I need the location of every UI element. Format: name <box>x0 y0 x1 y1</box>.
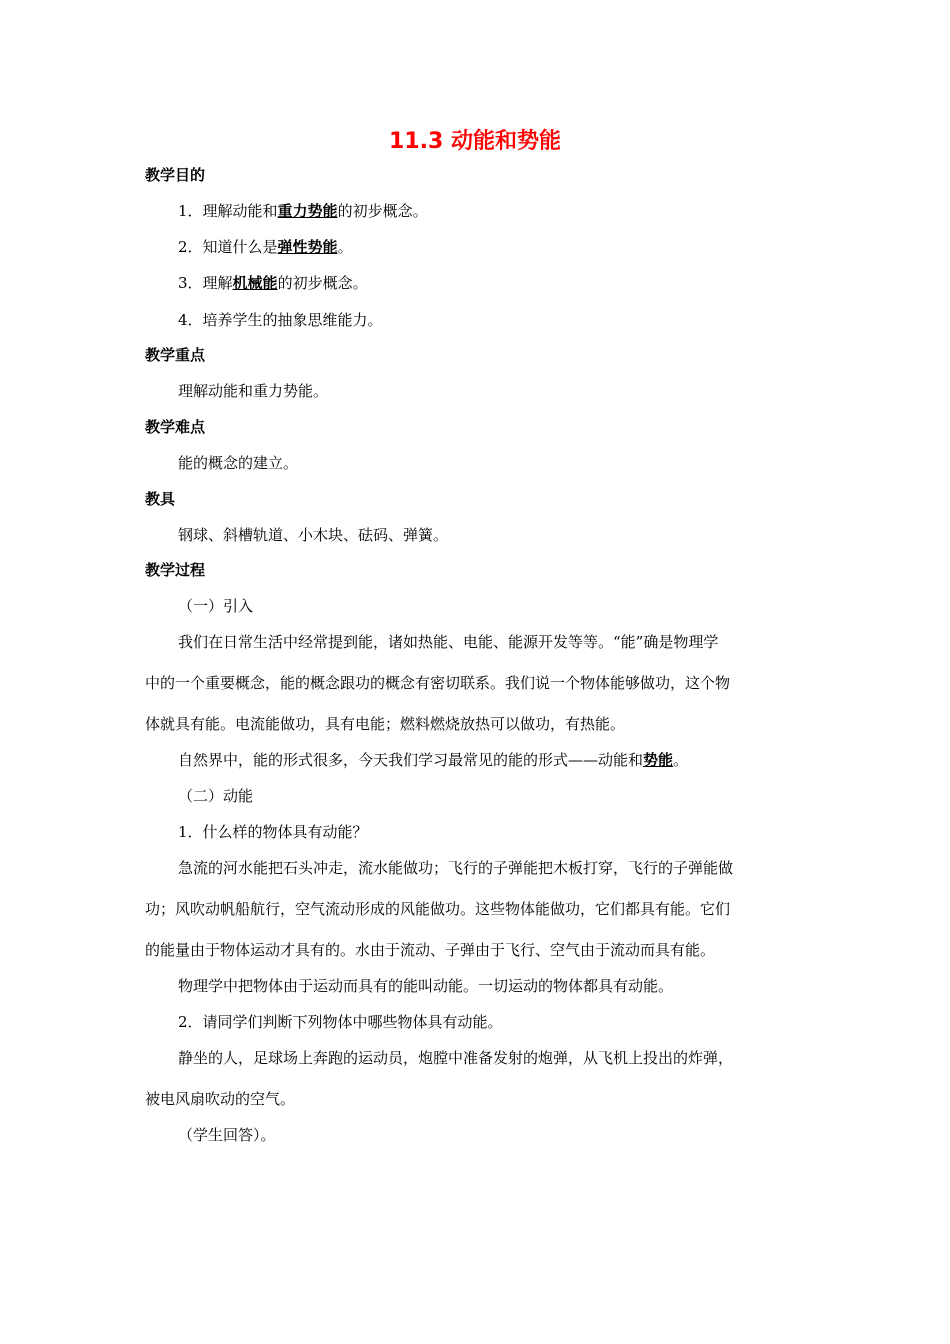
paragraph-line: 被电风扇吹动的空气。 <box>145 1090 296 1108</box>
keyword-link[interactable]: 机械能 <box>232 274 278 292</box>
heading-key-points: 教学重点 <box>145 346 206 364</box>
objective-item-4: 4．培养学生的抽象思维能力。 <box>178 311 383 329</box>
paragraph-line: 自然界中，能的形式很多，今天我们学习最常见的能的形式——动能和势能。 <box>178 751 689 769</box>
paragraph-line: （学生回答）。 <box>178 1126 276 1144</box>
keyword-link[interactable]: 弹性势能 <box>277 238 338 256</box>
paragraph-line: 急流的河水能把石头冲走，流水能做功；飞行的子弹能把木板打穿，飞行的子弹能做 <box>178 859 734 877</box>
paragraph-line: 功；风吹动帆船航行，空气流动形成的风能做功。这些物体能做功，它们都具有能。它们 <box>145 900 731 918</box>
paragraph-line: 中的一个重要概念，能的概念跟功的概念有密切联系。我们说一个物体能够做功，这个物 <box>145 674 731 692</box>
key-points-text: 理解动能和重力势能。 <box>178 382 329 400</box>
paragraph-line: 的能量由于物体运动才具有的。水由于流动、子弹由于飞行、空气由于流动而具有能。 <box>145 941 716 959</box>
question-2: 2．请同学们判断下列物体中哪些物体具有动能。 <box>178 1013 503 1031</box>
objective-item-1: 1．理解动能和重力势能的初步概念。 <box>178 202 428 220</box>
equipment-text: 钢球、斜槽轨道、小木块、砝码、弹簧。 <box>178 526 449 544</box>
paragraph-line: 体就具有能。电流能做功，具有电能；燃料燃烧放热可以做功，有热能。 <box>145 715 626 733</box>
paragraph-line: 我们在日常生活中经常提到能，诸如热能、电能、能源开发等等。“能”确是物理学 <box>178 633 719 651</box>
paragraph-line: 静坐的人，足球场上奔跑的运动员，炮膛中准备发射的炮弹，从飞机上投出的炸弹， <box>178 1049 734 1067</box>
question-1: 1．什么样的物体具有动能？ <box>178 823 368 841</box>
objective-item-3: 3．理解机械能的初步概念。 <box>178 274 368 292</box>
section-kinetic-title: （二）动能 <box>178 787 254 805</box>
section-intro-title: （一）引入 <box>178 597 254 615</box>
heading-equipment: 教具 <box>145 490 176 508</box>
page-title: 11.3 动能和势能 <box>389 129 561 154</box>
heading-process: 教学过程 <box>145 561 206 579</box>
heading-objectives: 教学目的 <box>145 166 206 184</box>
heading-difficulties: 教学难点 <box>145 418 206 436</box>
paragraph-line: 物理学中把物体由于运动而具有的能叫动能。一切运动的物体都具有动能。 <box>178 977 674 995</box>
objective-item-2: 2．知道什么是弹性势能。 <box>178 238 353 256</box>
keyword-link[interactable]: 重力势能 <box>277 202 338 220</box>
difficulties-text: 能的概念的建立。 <box>178 454 299 472</box>
keyword-link[interactable]: 势能 <box>643 751 674 769</box>
